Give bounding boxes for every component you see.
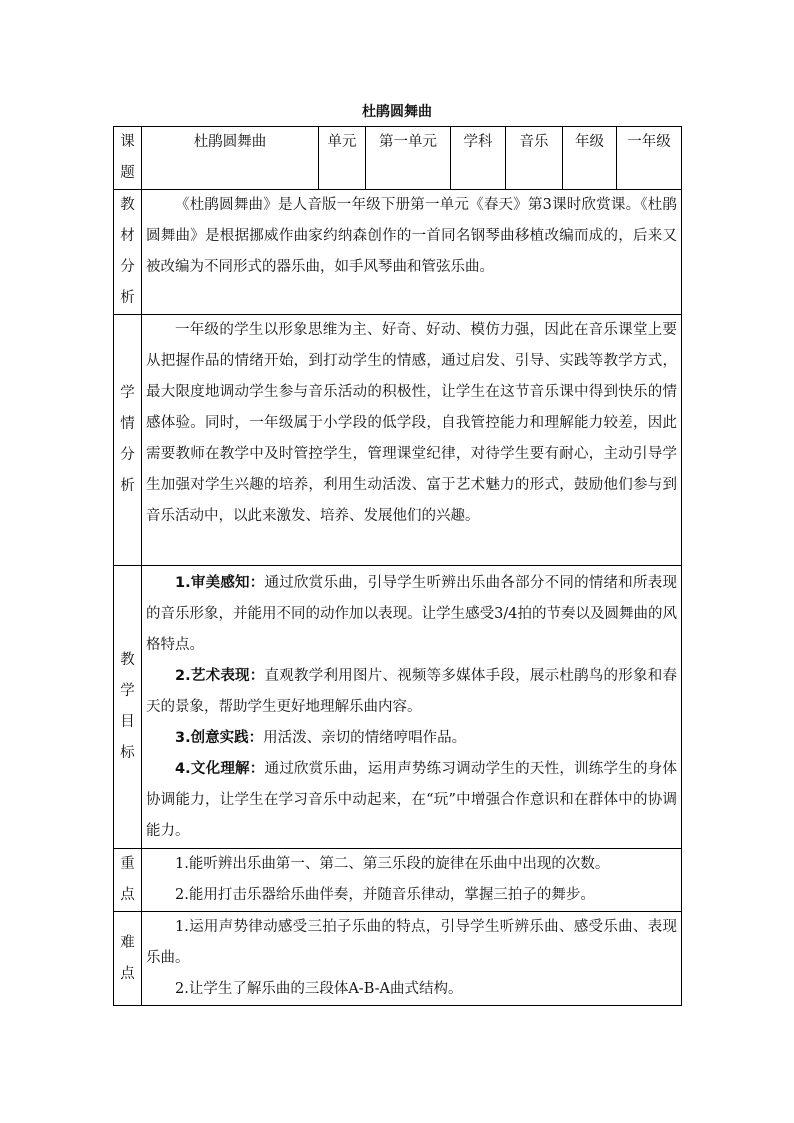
student-analysis-text: 一年级的学生以形象思维为主、好奇、好动、模仿力强，因此在音乐课堂上要从把握作品的情绪开始，到打动学生的情感，通过启发、引导、实践等教学方式，最大限度地调动学生参与音乐活动的积极性，让学生在这节音乐课中得到快乐的情感体验。同时，一年级属于小学段的低学段，自我管控能力和理解能力较差，因此需要教师在教学中及时管控学生，管理课堂纪律，对待学生要有耐心，主动引导学生加强对学生兴趣的培养，利用生动活泼、富于艺术魅力的形式，鼓励他们参与到音乐活动中，以此来激发、培养、发展他们的兴趣。 [146, 322, 677, 524]
key-points-cell [142, 849, 682, 912]
label-unit: 单元 [319, 127, 366, 190]
grade-value: 一年级 [617, 127, 682, 190]
difficulty-item: 1.运用声势律动感受三拍子乐曲的特点，引导学生听辨乐曲、感受乐曲、表现乐曲。 [146, 919, 677, 966]
key-point-item: 1.能听辨出乐曲第一、第二、第三乐段的旋律在乐曲中出现的次数。 [175, 856, 610, 872]
difficulties-row [114, 912, 682, 1006]
label-student-analysis: 学情分析 [114, 315, 142, 566]
objective-item: 1.审美感知：通过欣赏乐曲，引导学生听辨出乐曲各部分不同的情绪和所表现的音乐形象，并能用不同的动作加以表现。让学生感受3/4拍的节奏以及圆舞曲的风格特点。 [146, 575, 678, 653]
objectives-row [114, 566, 682, 849]
label-textbook-analysis: 教材分析 [114, 190, 142, 315]
label-objectives: 教学目标 [114, 566, 142, 849]
subject-value: 音乐 [506, 127, 563, 190]
objective-item: 4.文化理解：通过欣赏乐曲，运用声势练习调动学生的天性，训练学生的身体协调能力，让学生在学习音乐中动起来，在“玩”中增强合作意识和在群体中的协调能力。 [146, 761, 678, 839]
key-points-row [114, 849, 682, 912]
textbook-analysis-text: 《杜鹃圆舞曲》是人音版一年级下册第一单元《春天》第3课时欣赏课。《杜鹃圆舞曲》是根据挪威作曲家约纳森创作的一首同名钢琴曲移植改编而成的，后来又被改编为不同形式的器乐曲，如手风琴曲和管弦乐曲。 [146, 197, 677, 275]
unit-value: 第一单元 [366, 127, 451, 190]
difficulties-cell [142, 912, 682, 1006]
objective-item: 3.创意实践：用活泼、亲切的情绪哼唱作品。 [175, 730, 467, 746]
label-difficulties: 难点 [114, 912, 142, 1006]
student-analysis-row [114, 315, 682, 566]
difficulty-item: 2.让学生了解乐曲的三段体A-B-A曲式结构。 [175, 981, 463, 997]
student-analysis-cell [142, 315, 682, 566]
label-grade: 年级 [563, 127, 617, 190]
header-row [114, 127, 682, 190]
document-title: 杜鹃圆舞曲 [362, 104, 432, 120]
lesson-plan-table [113, 126, 682, 1006]
label-lesson: 课题 [114, 127, 142, 190]
textbook-analysis-row [114, 190, 682, 315]
label-key-points: 重点 [114, 849, 142, 912]
label-subject: 学科 [451, 127, 506, 190]
lesson-name: 杜鹃圆舞曲 [142, 127, 319, 190]
key-point-item: 2.能用打击乐器给乐曲伴奏，并随音乐律动，掌握三拍子的舞步。 [175, 887, 595, 903]
objective-item: 2.艺术表现：直观教学利用图片、视频等多媒体手段，展示杜鹃鸟的形象和春天的景象，帮助学生更好地理解乐曲内容。 [146, 668, 678, 715]
objectives-cell [142, 566, 682, 849]
textbook-analysis-cell [142, 190, 682, 315]
